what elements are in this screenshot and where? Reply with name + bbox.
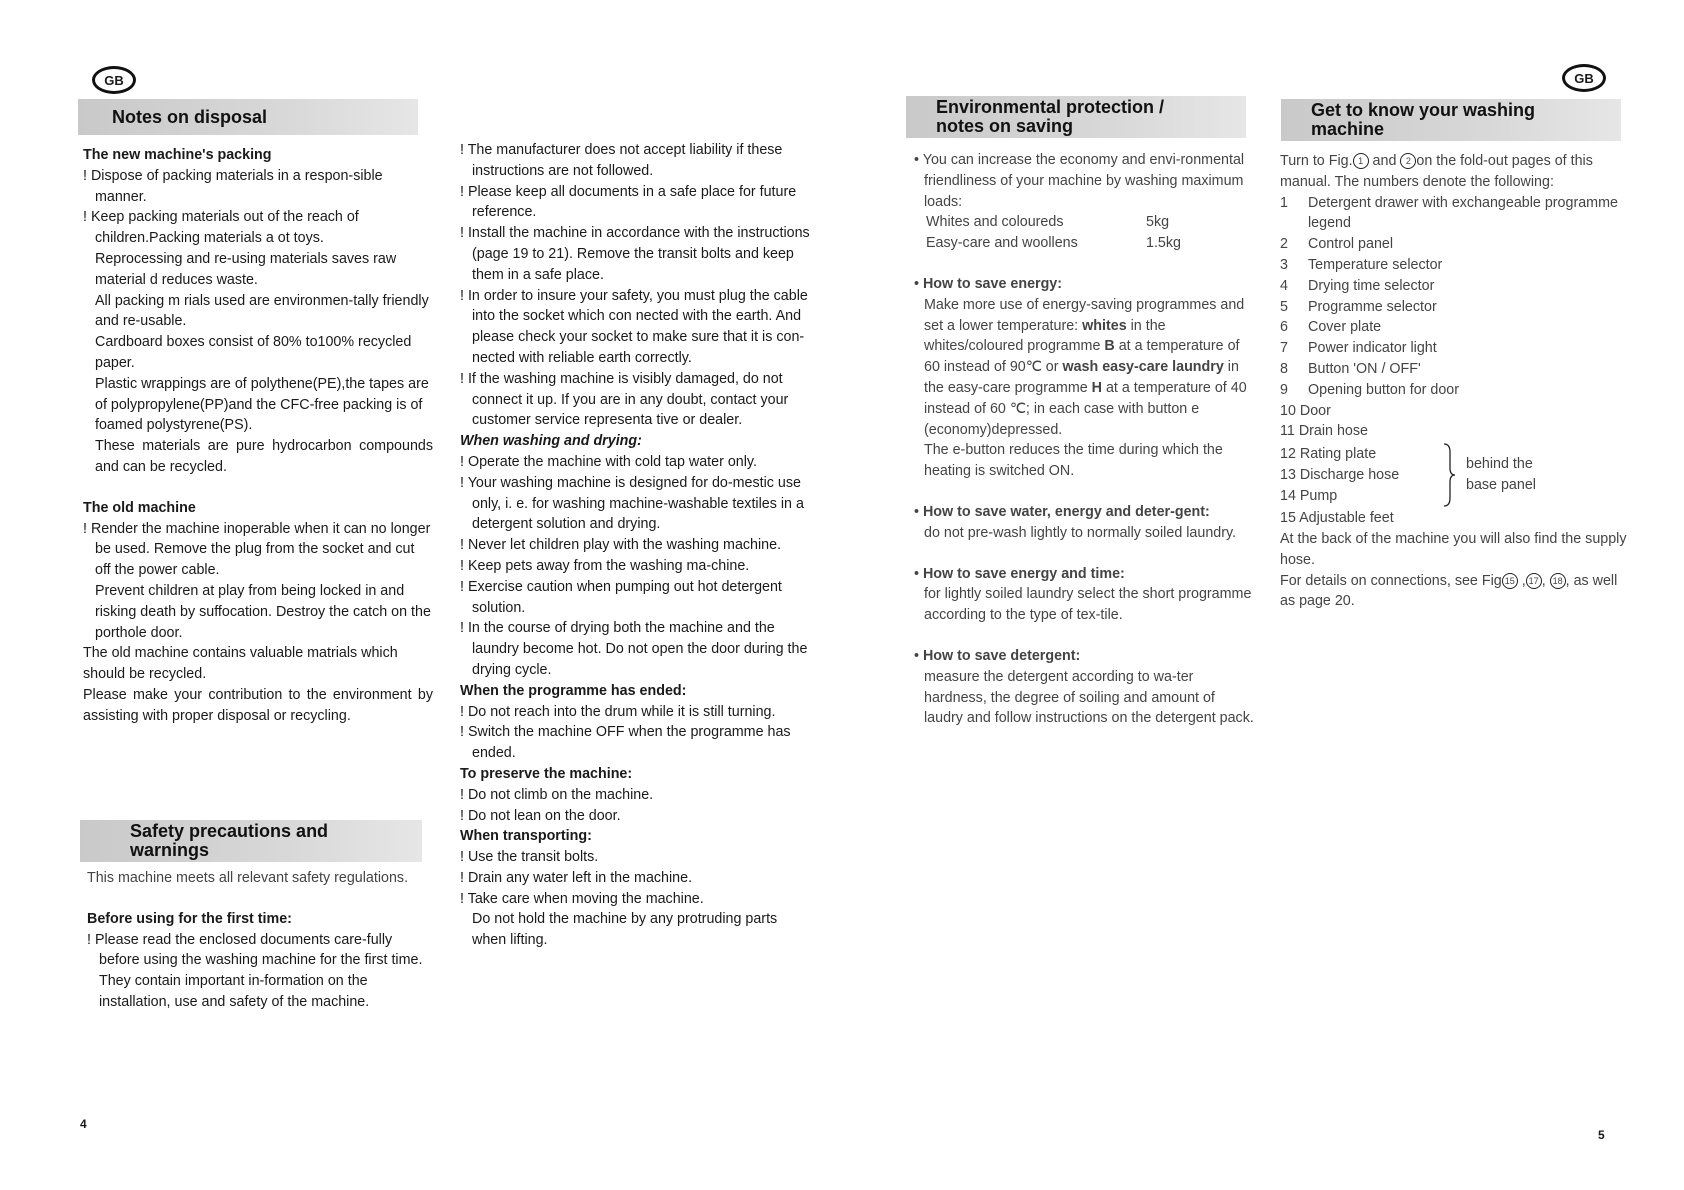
rule-item: ! Your washing machine is designed for do-mestic use only, i. e. for washing machine-washable textiles in a detergent solution and drying. (460, 474, 804, 533)
rule-item: ! The manufacturer does not accept liability if these instructions are not followed. (460, 142, 783, 179)
rule-item: ! Never let children play with the washing machine. (460, 537, 782, 554)
water-title: • How to save water, energy and deter-gent: (914, 503, 1210, 520)
detergent-text: measure the detergent according to wa-ter hardness, the degree of soiling and amount of laudry and follow instructions on the detergent pack. (924, 668, 1254, 727)
packing-para: These materials are pure hydrocarbon compounds and can be recycled. (95, 438, 433, 475)
list-item: 15 Adjustable feet (1280, 510, 1394, 527)
rule-item: ! Do not reach into the drum while it is still turning. (460, 703, 776, 720)
rule-item: ! Do not lean on the door. (460, 807, 621, 824)
rule-item: ! Keep pets away from the washing ma-chine. (460, 557, 750, 574)
safety-rules-column (460, 140, 810, 951)
environment-section (910, 150, 1255, 729)
list-item: 2 Control panel (1280, 236, 1394, 253)
fig-ref: 18 (1550, 573, 1566, 589)
rule-item: ! Operate the machine with cold tap water only. (460, 453, 757, 470)
know-machine-heading: Get to know your washing machine (1281, 99, 1621, 141)
rule-item: ! Exercise caution when pumping out hot detergent solution. (460, 578, 782, 616)
list-item: 12 Rating plate (1280, 445, 1377, 462)
know-machine-section (1280, 151, 1630, 612)
time-title: • How to save energy and time: (914, 565, 1125, 582)
rule-item: ! Drain any water left in the machine. (460, 869, 693, 886)
list-item: 11 Drain hose (1280, 423, 1368, 440)
packing-para: Reprocessing and re-using materials saves raw material d reduces waste. (95, 250, 397, 288)
list-item: 3 Temperature selector (1280, 256, 1443, 273)
first-time-item: ! Please read the enclosed documents care-fully before using the washing machine for the first time. They contain important in-formation on the installation, use and safety of the machine. (87, 931, 423, 1010)
bracket-note: behind the (1466, 456, 1533, 473)
fig-1-ref: 1 (1353, 153, 1369, 169)
load-row: Whites and coloureds 5kg (926, 214, 1170, 231)
transport-cont: Do not hold the machine by any protruding parts when lifting. (472, 911, 778, 949)
old-machine-item: ! Render the machine inoperable when it can no longer be used. Remove the plug from the socket and cut off the power cable. (83, 520, 431, 579)
bracket-note: base panel (1466, 477, 1536, 494)
list-item: 1 Detergent drawer with exchangeable programme legend (1280, 194, 1618, 232)
energy-text: Make more use of energy-saving programmes and set a lower temperature: whites in the whites/coloured programme B at a temperature of 60 instead of 90℃ or wash easy-care laundry in the easy-care programme H at a temperature of 40 instead of 60 ℃; in each case with button e (economy)depressed. (924, 296, 1247, 438)
packing-title: The new machine's packing (83, 147, 272, 163)
back-text: At the back of the machine you will also find the supply hose. (1280, 530, 1627, 568)
packing-para: All packing m rials used are environmen-tally friendly and re-usable. (95, 292, 429, 330)
gb-badge-left: GB (92, 66, 136, 94)
details-text: For details on connections, see Fig 15 , 17 , 18 , as well as page 20. (1280, 572, 1618, 610)
preserve-title: To preserve the machine: (460, 765, 633, 782)
loads-table (910, 212, 1255, 254)
list-item: 8 Button 'ON / OFF' (1280, 360, 1421, 377)
list-item: 14 Pump (1280, 487, 1338, 504)
list-item: 13 Discharge hose (1280, 466, 1400, 483)
packing-item-1: ! Dispose of packing materials in a respon-sible manner. (83, 167, 383, 205)
list-item: 9 Opening button for door (1280, 381, 1460, 398)
old-machine-para: Please make your contribution to the environment by assisting with proper disposal or recycling. (83, 686, 433, 724)
packing-item-2: ! Keep packing materials out of the reach of children.Packing materials a ot toys. (83, 209, 359, 247)
water-text: do not pre-wash lightly to normally soiled laundry. (924, 524, 1237, 541)
rule-item: ! Please keep all documents in a safe place for future reference. (460, 183, 797, 221)
energy-title: • How to save energy: (914, 275, 1063, 292)
old-machine-title: The old machine (83, 499, 196, 516)
rule-item: ! Do not climb on the machine. (460, 786, 654, 803)
disposal-heading: Notes on disposal (78, 99, 418, 135)
fig-2-ref: 2 (1400, 153, 1416, 169)
transport-title: When transporting: (460, 828, 592, 845)
parts-list (1280, 193, 1630, 529)
rule-item: ! Switch the machine OFF when the programme has ended. (460, 724, 791, 762)
old-machine-item-cont: Prevent children at play from being locked in and risking death by suffocation. Destroy the catch on the porthole door. (95, 582, 431, 641)
rule-item: ! If the washing machine is visibly damaged, do not connect it up. If you are in any doubt, contact your customer service representa tive or dealer. (460, 370, 789, 429)
page-number-left: 4 (80, 1117, 87, 1131)
list-item: 4 Drying time selector (1280, 277, 1435, 294)
safety-section (87, 868, 435, 1013)
list-item: 10 Door (1280, 402, 1331, 419)
fig-ref: 17 (1526, 573, 1542, 589)
rule-item: ! In the course of drying both the machine and the laundry become hot. Do not open the door during the drying cycle. (460, 620, 808, 678)
rule-item: ! In order to insure your safety, you must plug the cable into the socket which con nected with the earth. And please check your socket to make sure that it is con-nected with reliable earth correctly. (460, 287, 808, 366)
rule-item: ! Use the transit bolts. (460, 849, 599, 866)
packing-para: Cardboard boxes consist of 80% to100% recycled paper. (95, 334, 412, 371)
env-intro: • You can increase the economy and envi-ronmental friendliness of your machine by washing maximum loads: (914, 152, 1245, 210)
ended-title: When the programme has ended: (460, 682, 687, 699)
list-item: 5 Programme selector (1280, 298, 1437, 315)
page-number-right: 5 (1598, 1128, 1605, 1142)
know-intro: Turn to Fig. 1 and 2 on the fold-out pages of this manual. The numbers denote the following: (1280, 153, 1593, 190)
detergent-title: • How to save detergent: (914, 647, 1081, 664)
first-time-title: Before using for the first time: (87, 910, 292, 927)
rule-item: ! Take care when moving the machine. (460, 890, 704, 907)
disposal-section (83, 145, 433, 727)
time-text: for lightly soiled laundry select the short programme according to the type of tex-tile. (924, 586, 1252, 624)
safety-intro: This machine meets all relevant safety regulations. (87, 870, 409, 886)
old-machine-para: The old machine contains valuable matrials which should be recycled. (83, 645, 398, 683)
curly-brace-icon (1440, 442, 1456, 508)
packing-para: Plastic wrappings are of polythene(PE),the tapes are of polypropylene(PP)and the CFC-free packing is of foamed polystyrene(PS). (95, 375, 429, 434)
rule-item: ! Install the machine in accordance with the instructions (page 19 to 21). Remove the transit bolts and keep them in a safe place. (460, 225, 810, 283)
bracket-group (1280, 442, 1630, 508)
safety-heading: Safety precautions and warnings (80, 820, 422, 862)
list-item: 6 Cover plate (1280, 319, 1382, 336)
load-row: Easy-care and woollens 1.5kg (926, 235, 1181, 252)
energy-extra: The e-button reduces the time during which the heating is switched ON. (924, 442, 1223, 480)
fig-ref: 15 (1502, 573, 1518, 589)
environment-heading: Environmental protection / notes on saving (906, 96, 1246, 138)
washing-title: When washing and drying: (460, 433, 642, 450)
gb-badge-right: GB (1562, 64, 1606, 92)
list-item: 7 Power indicator light (1280, 340, 1437, 357)
